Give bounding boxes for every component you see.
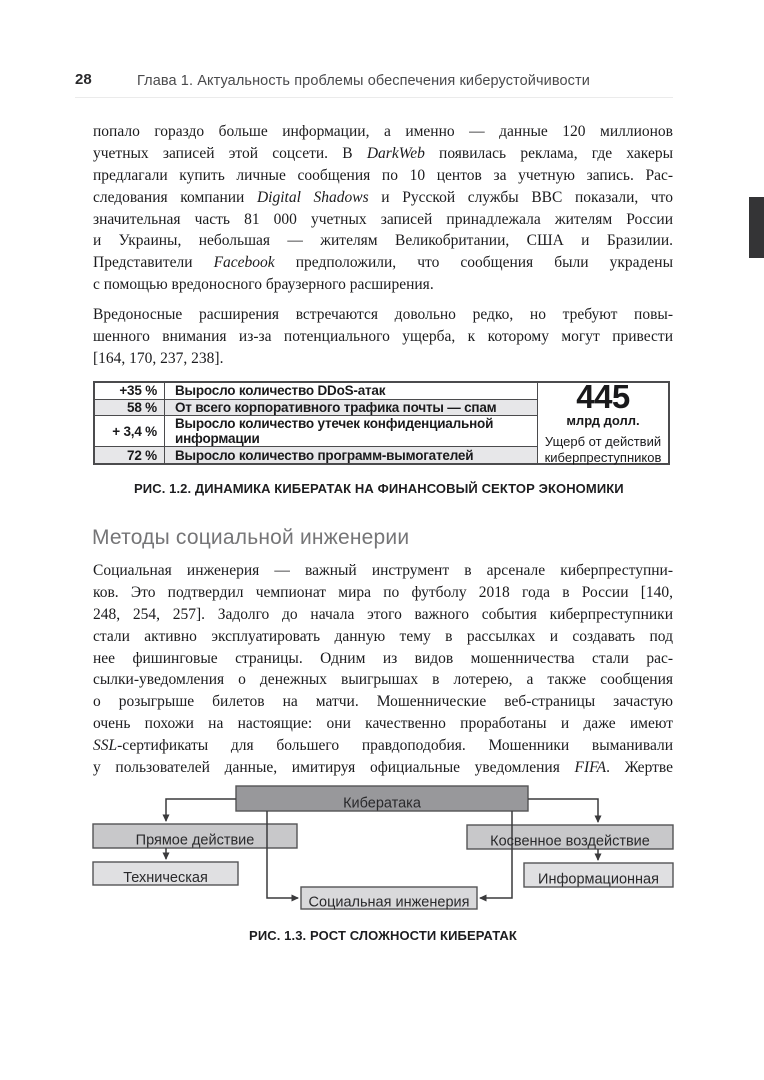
table-row (95, 447, 537, 463)
text-line: SSL-сертификаты для большего правдоподобия. Мошенники выманивали (93, 737, 673, 755)
node-indirect-label: Косвенное воздействие (490, 833, 650, 850)
node-informational-label: Информационная (538, 871, 659, 888)
text-line: предлагали купить личные сообщения по 10 центов за учетную запись. Рас- (93, 166, 673, 184)
table-row (95, 383, 537, 400)
text-line: учетных записей этой соцсети. В DarkWeb появилась реклама, где хакеры (93, 144, 673, 162)
figure-1-2-caption: РИС. 1.2. ДИНАМИКА КИБЕРАТАК НА ФИНАНСОВЫЙ СЕКТОР ЭКОНОМИКИ (134, 481, 624, 496)
damage-panel (537, 378, 668, 465)
running-title: Глава 1. Актуальность проблемы обеспечения киберустойчивости (137, 73, 590, 89)
page-number: 28 (75, 71, 92, 88)
text-line: следования компании Digital Shadows и Русской службы BBC показали, что (93, 188, 673, 206)
table-row (95, 416, 537, 447)
text-line: нее фишинговые страницы. Одним из видов мошенничества стали рас- (93, 649, 673, 667)
table-rows (95, 383, 537, 463)
node-cyberattack-label: Кибератака (343, 795, 421, 812)
paragraph-2 (93, 304, 673, 370)
text-line: Вредоносные расширения встречаются довольно редко, но требуют повы- (93, 306, 673, 323)
text-line: очень похожи на настоящие: они качественно проработаны и даже имеют (93, 715, 673, 733)
arrow-right-to-social (480, 811, 512, 898)
text-line: 248, 254, 257]. Задолго до начала этого важного события киберпреступники (93, 605, 673, 623)
label-cell: Выросло количество DDoS-атак (175, 383, 386, 399)
text-line: шенного внимания из-за потенциального ущерба, к которому могут привести (93, 327, 673, 345)
label-cell: Выросло количество утечек конфиденциальной информации (175, 416, 494, 447)
percent-cell: + 3,4 % (95, 416, 165, 446)
text-line: Представители Facebook предположили, что сообщения были украдены (93, 254, 673, 272)
paragraph-3 (93, 560, 673, 779)
text-line: сылки-уведомления о денежных выигрышах в лотерею, а также сообщения (93, 671, 673, 689)
section-heading: Методы социальной инженерии (92, 526, 410, 549)
text-line: значительная часть 81 000 учетных записей принадлежала жителям России (93, 210, 673, 228)
table-row (95, 400, 537, 417)
percent-cell: 72 % (95, 447, 165, 463)
percent-cell: +35 % (95, 383, 165, 399)
text-line: ков. Это подтвердил чемпионат мира по футболу 2018 года в России [140, (93, 583, 673, 601)
arrow-cyberattack-to-direct (166, 799, 236, 821)
percent-cell: 58 % (95, 400, 165, 416)
text-line: Социальная инженерия — важный инструмент в арсенале киберпреступни- (93, 562, 673, 579)
figure-1-3-caption: РИС. 1.3. РОСТ СЛОЖНОСТИ КИБЕРАТАК (249, 928, 517, 943)
text-line: у пользователей данные, имитируя официальные уведомления FIFA. Жертве (93, 759, 673, 777)
text-line: стали активно эксплуатировать данную тему в рассылках и создавать под (93, 627, 673, 645)
figure-1-2-table (93, 378, 670, 465)
text-line: с помощью вредоносного браузерного расширения. (93, 276, 434, 294)
node-social-label: Социальная инженерия (308, 894, 470, 911)
text-line: о розыгрыше билетов на матчи. Мошеннические веб-страницы зачастую (93, 693, 673, 711)
text-line: попало гораздо больше информации, а именно — данные 120 миллионов (93, 123, 673, 140)
figure-1-3-diagram (85, 781, 685, 915)
arrow-cyberattack-to-indirect (528, 799, 598, 822)
label-cell: Выросло количество программ-вымогателей (175, 447, 474, 463)
text-line: [164, 170, 237, 238]. (93, 349, 224, 367)
header-rule (75, 97, 673, 98)
text-line: и Украины, небольшая — жителям Великобритании, США и Бразилии. (93, 232, 673, 250)
damage-value: 445 (576, 378, 630, 415)
node-direct-label: Прямое действие (135, 832, 255, 849)
page-edge-tab (749, 197, 764, 258)
label-cell: От всего корпоративного трафика почты — спам (175, 400, 497, 415)
damage-caption: Ущерб от действий киберпреступников (544, 434, 662, 465)
node-technical-label: Техническая (123, 869, 208, 886)
paragraph-1 (93, 121, 673, 296)
damage-unit: млрд долл. (566, 413, 640, 428)
